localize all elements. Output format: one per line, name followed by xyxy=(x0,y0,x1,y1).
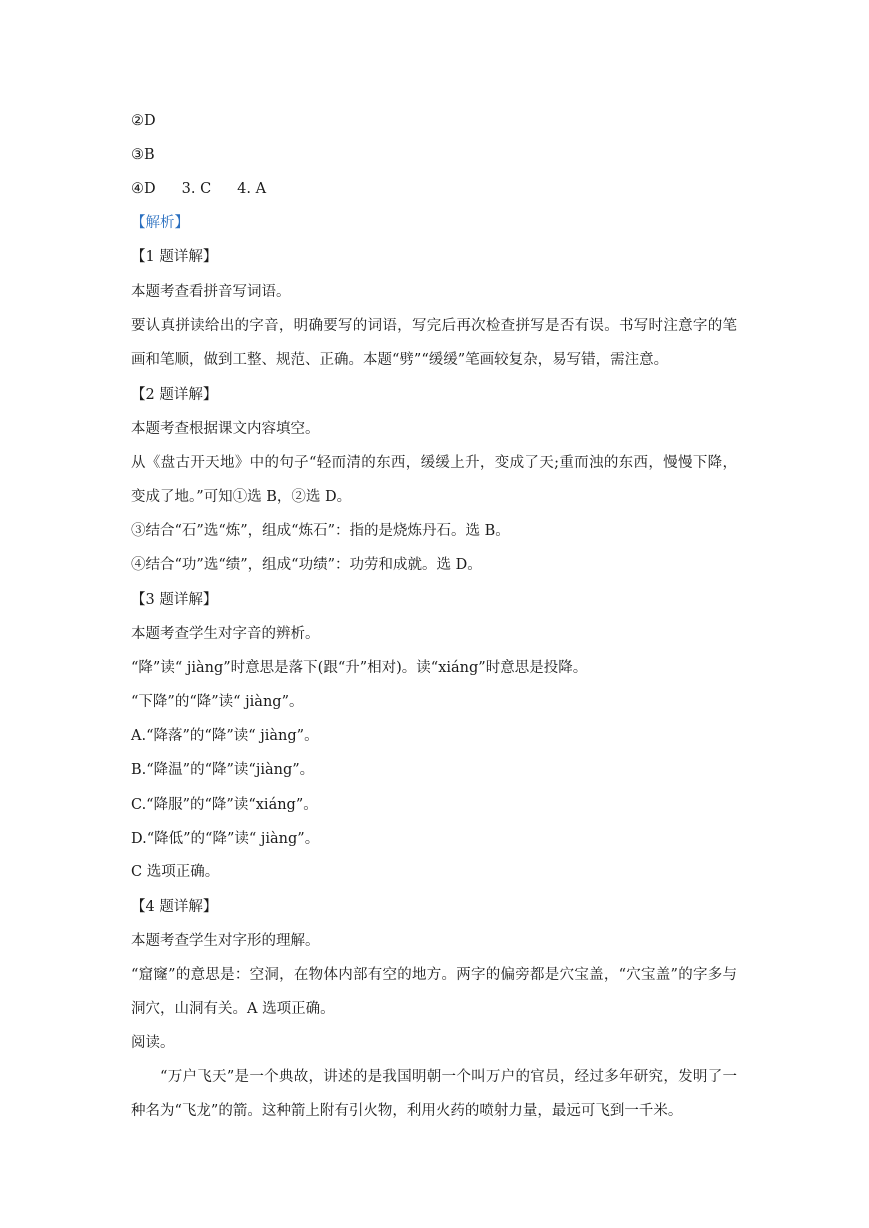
answer-row xyxy=(131,179,266,199)
q4-paragraph: “窟窿”的意思是：空洞，在物体内部有空的地方。两字的偏旁都是穴宝盖，“穴宝盖”的字多与洞穴，山洞有关。A 选项正确。 xyxy=(131,967,737,1017)
q2-line: 本题考查根据课文内容填空。 xyxy=(131,421,320,437)
q3-line: “降”读“ jiàng”时意思是落下(跟“升”相对)。读“xiáng”时意思是投降。 xyxy=(131,660,588,676)
q2-paragraph: 从《盘古开天地》中的句子“轻而清的东西，缓缓上升，变成了天;重而浊的东西，慢慢下降，变成了地。”可知①选 B，②选 D。 xyxy=(131,455,737,505)
q3-option-a: A.“降落”的“降”读“ jiàng”。 xyxy=(131,728,319,744)
answer-3: 3. C xyxy=(181,181,212,197)
q2-heading: 【2 题详解】 xyxy=(131,387,218,403)
q3-conclusion: C 选项正确。 xyxy=(131,864,220,880)
q3-option-b: B.“降温”的“降”读“jiàng”。 xyxy=(131,762,315,778)
answer-2-2: ②D xyxy=(131,113,156,129)
q1-heading: 【1 题详解】 xyxy=(131,249,218,265)
q3-heading: 【3 题详解】 xyxy=(131,592,218,608)
q2-line: ④结合“功”选“绩”，组成“功绩”：功劳和成就。选 D。 xyxy=(131,557,482,573)
q3-option-c: C.“降服”的“降”读“xiáng”。 xyxy=(131,797,318,813)
reading-label: 阅读。 xyxy=(131,1035,175,1051)
q3-line: “下降”的“降”读“ jiàng”。 xyxy=(131,694,304,710)
q4-line: 本题考查学生对字形的理解。 xyxy=(131,933,320,949)
analysis-heading: 【解析】 xyxy=(131,215,189,231)
reading-passage: “万户飞天”是一个典故，讲述的是我国明朝一个叫万户的官员，经过多年研究，发明了一种名为“飞龙”的箭。这种箭上附有引火物，利用火药的喷射力量，最远可飞到一千米。 xyxy=(131,1069,737,1119)
answer-4: 4. A xyxy=(237,181,267,197)
q2-line: ③结合“石”选“炼”，组成“炼石”：指的是烧炼丹石。选 B。 xyxy=(131,523,510,539)
q1-paragraph: 要认真拼读给出的字音，明确要写的词语，写完后再次检查拼写是否有误。书写时注意字的笔画和笔顺，做到工整、规范、正确。本题“劈”“缓缓”笔画较复杂，易写错，需注意。 xyxy=(131,318,737,368)
q3-line: 本题考查学生对字音的辨析。 xyxy=(131,626,320,642)
answer-2-4: ④D xyxy=(131,181,156,197)
q3-option-d: D.“降低”的“降”读“ jiàng”。 xyxy=(131,831,320,847)
answer-2-3: ③B xyxy=(131,147,155,163)
q1-line: 本题考查看拼音写词语。 xyxy=(131,284,291,300)
q4-heading: 【4 题详解】 xyxy=(131,899,218,915)
